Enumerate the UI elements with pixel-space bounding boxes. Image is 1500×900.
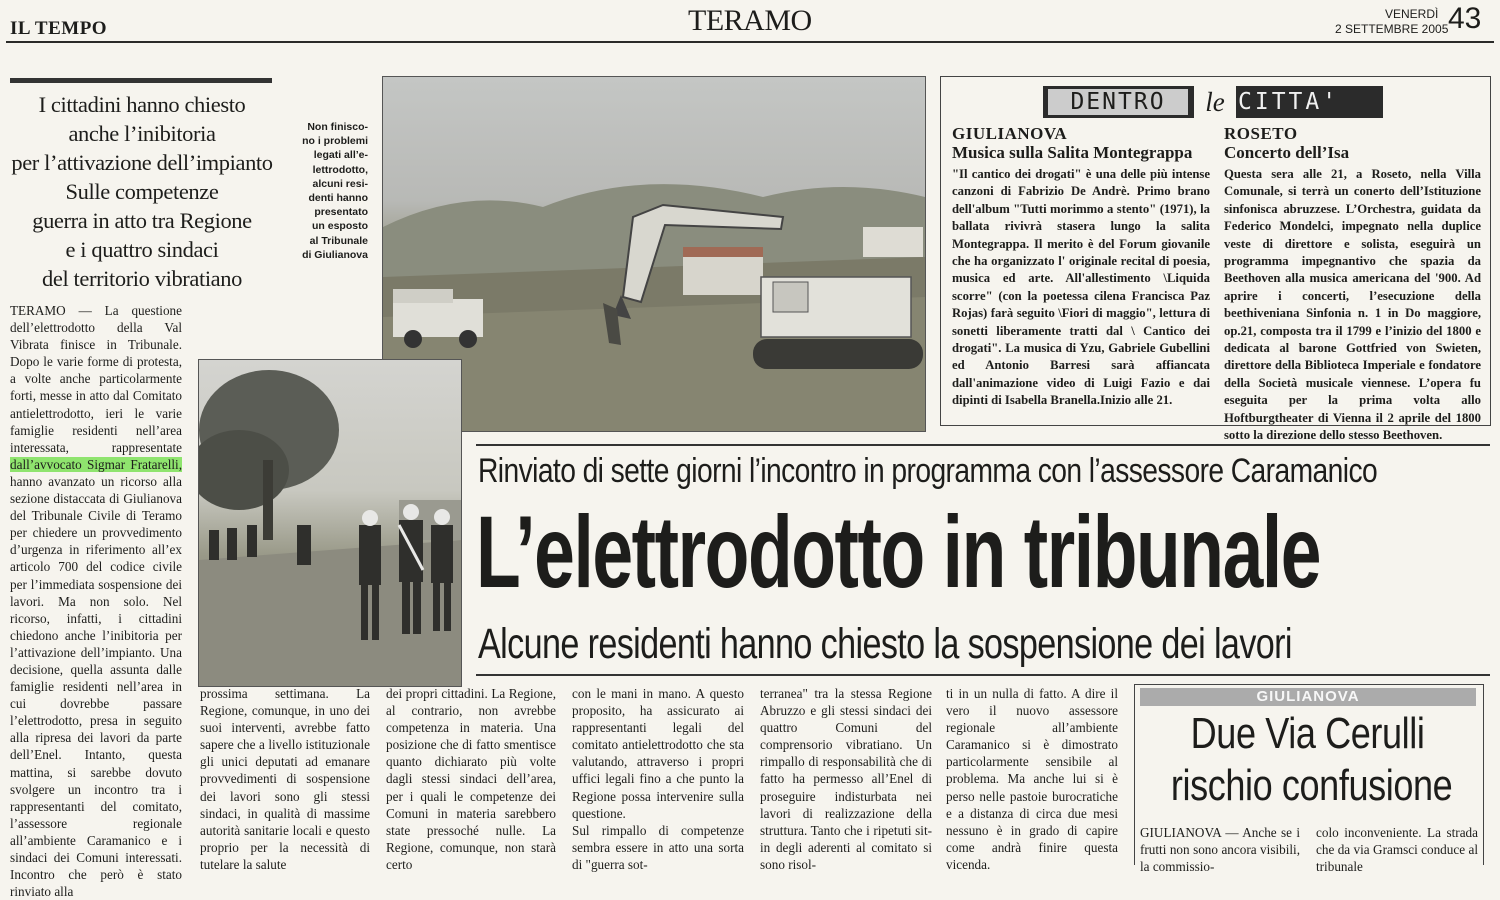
caption-line: alcuni resi- [312,177,368,190]
summary-box [6,90,278,293]
brief-place: GIULIANOVA [952,124,1068,143]
day-name: VENERDÌ [1385,7,1439,21]
excavator-photo-art [383,77,925,431]
caption-line: al Tribunale [309,234,368,247]
caption-line: denti hanno [308,192,368,205]
article-subhead: Alcune residenti hanno chiesto la sospensione dei lavori [478,620,1292,668]
caption-line: presentato [314,206,368,219]
summary-line: Sulle competenze [65,179,219,204]
protest-photo-art [199,360,461,686]
article-column: con le mani in mano. A questo proposito, ha assicurato ai rappresentanti legali del comitato antielettrodotto che sta valutando, attraverso i propri uffici legali fino a che punto la Regione possa intervenire sulla questione. Sul rimpallo di competenze sembra essere in atto una sorta di "guerra sot- [572,686,744,872]
article-column: terranea" tra la stessa Regione Abruzzo e gli stessi sindaci dei quattro Comuni del comprensorio vibratiano. Un rimpallo di responsabilità che di fatto ha permesso all’Enel di proseguire indisturbata nei lavori di realizzazione della struttura. Tanto che i ripetuti sit-in degli aderenti al comitato si sono risol- [760,686,932,872]
summary-line: e i quattro sindaci [65,237,219,262]
article-column: ti in un nulla di fatto. A dire il vero il nuovo assessore regionale all’ambiente Caramanico si è dimostrato particolarmente sensibile al problema. Ma anche lui si è perso nelle pastoie burocratiche e a distanza di circa due mesi nessuno è in grado di capire come andrà finire questa vicenda. [946,686,1118,872]
highlighted-text: dall’avvocato Sigmar Fratarelli, [10,456,182,472]
brief-headline: Concerto dell’Isa [1224,143,1350,162]
paper-name: IL TEMPO [10,18,108,39]
caption-line: lettrodotto, [312,163,368,176]
banner-citta: CITTA' [1238,89,1340,115]
headline-top-rule [476,444,1490,446]
summary-line: per l’attivazione dell’impianto [11,150,273,175]
protest-photo [198,359,462,687]
giulianova-headline [1140,708,1476,812]
summary-line: del territorio vibratiano [42,266,242,291]
caption-line: Non finisco- [307,121,368,133]
excavator-photo [382,76,926,432]
column-text: TERAMO — La questione dell’elettrodotto della Val Vibrata finisce in Tribunale. Dopo le varie forme di protesta, a volte anche particolarmente forti, messe in atto dal Comitato antielettrodotto, ieri le varie famiglie residenti nell’area interessata, rappresentate [10,303,182,455]
banner-le: le [1194,86,1236,118]
brief-body: "Il cantico dei drogati" è una delle più intense canzoni di Fabrizio De Andrè. Primo brano dell'album "Tutti morimmo a stento" (1971), la ballata rivivrà stasera lungo la salita Montegrappa. Il merito è del Forum giovanile che ha organizzato l' originale recital di poesia, musica ed arte. All'allestimento \Liquida scorre" (con la poetessa cilena Francisca Paz Rojas) farà seguito \Fiori di maggio", lettura di sonetti liberamente tratti dal \ Cantico dei drogati". La musica di Yzu, Gabriele Gubellini ed Antonio Barresi sarà affiancata dall'animazione video di Luigi Fazio e dai dipinti di Isabella Branella.Inizio alle 21. [952,167,1210,408]
giulianova-label: GIULIANOVA [1140,688,1476,706]
photo-caption [286,120,368,262]
summary-line: I cittadini hanno chiesto [38,92,246,117]
article-column: dei propri cittadini. La Regione, al contrario, non avrebbe competenza in materia. Una posizione che di fatto smentisce quanto dichiarato più volte dagli stessi sindaci dell’area, per i quali le competenze dei Comuni in materia sarebbero state pressoché nulle. La Regione, comunque, non starà certo [386,686,556,872]
banner-dentro: DENTRO [1048,89,1188,115]
article-headline: L’elettrodotto in tribunale [476,495,1321,609]
summary-line: guerra in atto tra Regione [32,208,252,233]
caption-line: di Giulianova [302,248,368,261]
giulianova-column: GIULIANOVA — Anche se i frutti non sono ancora visibili, la commissio- [1140,825,1300,875]
date-text: 2 SETTEMBRE 2005 [1335,22,1449,36]
caption-line: un esposto [311,220,368,233]
brief-body: Questa sera alle 21, a Roseto, nella Villa Comunale, si terrà un conerto dell’Istituzione sinfonisca abruzzese. L’Orchestra, guidata da Federico Mondelci, impegnato nella duplice veste di direttore e solista, eseguirà un programma impegnantivo che spazia da Beethoven alla musica americana del '900. Ad aprire i concerti, l’esecuzione della beethiveniana Sinfonia n. 1 in Do maggiore, op.21, composta tra il 1799 e l’inizio del 1800 e dedicata al barone Gottfried von Swieten, direttore della Biblioteca Imperiale e fondatore della Società musicale viennese. L’opera fu eseguita per la prima volta allo Hoftburgtheater di Vienna il 2 aprile del 1800 sotto la direzione dello stesso Beethoven. [1224,167,1481,443]
headline-line: rischio confusione [1170,761,1453,810]
column-text: hanno avanzato un ricorso alla sezione distaccata di Giulianova del Tribunale Civile di Teramo per chiedere un provvedimento d’urgenza in riferimento all’ex articolo 700 del codice civile per l’immediata sospensione dei lavori. Ma non solo. Nel ricorso, infatti, i cittadini chiedono anche l’inibitoria per l’attivazione dell’impianto. Una decisione, quella assunta dalle famiglie residenti nell’area in cui dovrebbe passare l’elettrodotto, presa in seguito alla ripresa dei lavori da parte dell’Enel. Intanto, questa mattina, si sarebbe dovuto svolgere un incontro tra i rappresentanti del comitato, l’assessore regionale all’ambiente Caramanico e i sindaci dei Comuni interessati. Incontro che però è stato rinviato alla [10,473,182,900]
giulianova-column: colo inconveniente. La strada che da via Gramsci conduce al tribunale [1316,825,1478,875]
section-title: TERAMO [688,4,812,37]
caption-line: legati all’e- [313,149,368,162]
summary-rule [10,78,272,83]
article-column: prossima settimana. La Regione, comunque, in uno dei suoi interventi, avrebbe fatto sapere che a livello istituzionale gli unici deputati ad emanare provvedimenti di sospensione dei lavori sono gli stessi sindaci, in qualità di massime autorità sanitarie locali e questo proprio per la necessità di tutelare la salute [200,686,370,872]
article-column [10,302,182,900]
brief-place: ROSETO [1224,124,1298,143]
page-number: 43 [1448,2,1482,35]
summary-line: anche l’inibitoria [68,121,216,146]
brief-headline: Musica sulla Salita Montegrappa [952,143,1193,162]
article-kicker: Rinviato di sette giorni l’incontro in programma con l’assessore Caramanico [478,452,1378,490]
caption-line: no i problemi [302,135,368,148]
headline-bottom-rule [476,674,1490,676]
headline-line: Due Via Cerulli [1191,709,1425,758]
masthead-rule [6,41,1494,43]
